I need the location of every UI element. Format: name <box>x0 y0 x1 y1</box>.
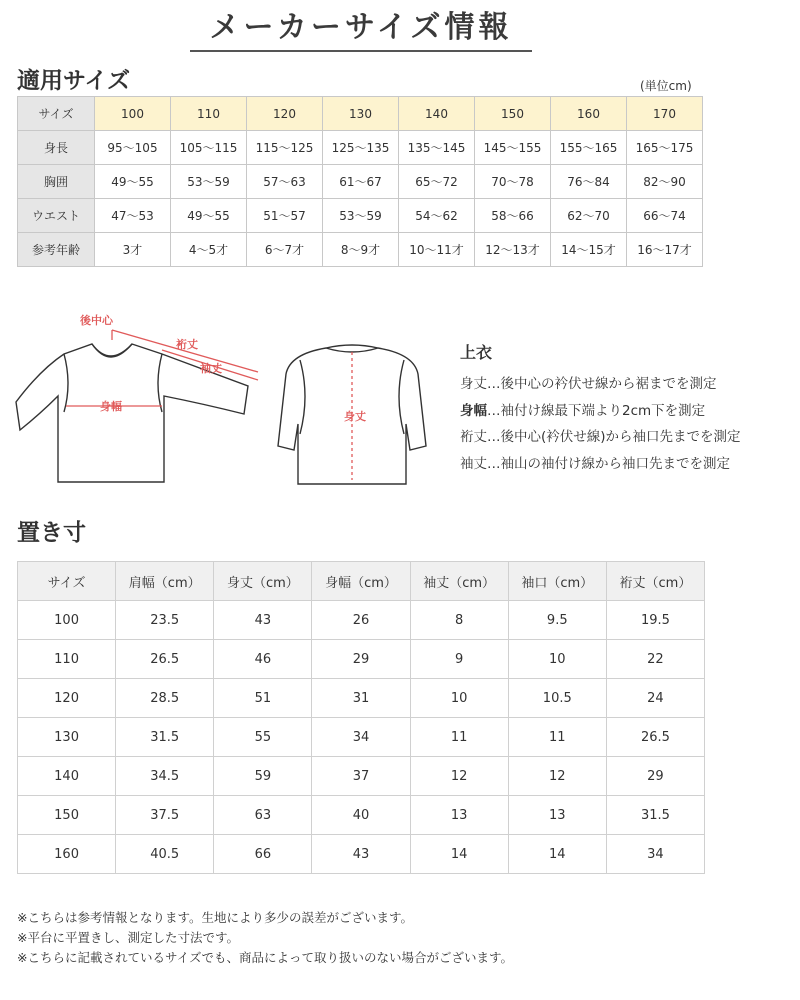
dims-cell: 9.5 <box>508 601 606 640</box>
dims-cell: 100 <box>18 601 116 640</box>
fit-size-col: 130 <box>323 97 399 131</box>
fit-size-cell: 105～115 <box>171 131 247 165</box>
fit-size-cell: 3才 <box>95 233 171 267</box>
dims-header-cell: 裄丈（cm） <box>606 562 704 601</box>
table-row <box>18 679 705 718</box>
dims-header-row <box>18 562 705 601</box>
measure-title: 上衣 <box>460 343 493 362</box>
dims-cell: 8 <box>410 601 508 640</box>
dims-cell: 10 <box>410 679 508 718</box>
page-title: メーカーサイズ情報 <box>190 6 532 52</box>
dims-cell: 12 <box>508 757 606 796</box>
dims-cell: 9 <box>410 640 508 679</box>
dims-cell: 19.5 <box>606 601 704 640</box>
fit-size-col: 140 <box>399 97 475 131</box>
dims-header-cell: サイズ <box>18 562 116 601</box>
fit-row-label: 胸囲 <box>18 165 95 199</box>
fit-corner-cell: サイズ <box>18 97 95 131</box>
measure-line: 裄丈…後中心(衿伏せ線)から袖口先までを測定 <box>460 429 741 445</box>
fit-size-cell: 145～155 <box>475 131 551 165</box>
measure-guide <box>460 340 741 477</box>
fit-size-cell: 76～84 <box>551 165 627 199</box>
dims-section-title: 置き寸 <box>17 520 86 546</box>
fit-size-cell: 8～9才 <box>323 233 399 267</box>
dims-cell: 14 <box>508 835 606 874</box>
dims-cell: 26 <box>312 601 410 640</box>
dims-cell: 37.5 <box>116 796 214 835</box>
label-body-length: 身丈 <box>344 410 366 423</box>
table-row <box>18 796 705 835</box>
dims-cell: 26.5 <box>606 718 704 757</box>
fit-size-cell: 70～78 <box>475 165 551 199</box>
dims-header-cell: 身丈（cm） <box>214 562 312 601</box>
table-row <box>18 640 705 679</box>
dims-header-cell: 袖丈（cm） <box>410 562 508 601</box>
garment-diagram <box>14 304 444 494</box>
label-sleeve: 袖丈 <box>200 362 222 375</box>
fit-size-row <box>18 165 703 199</box>
dims-cell: 31 <box>312 679 410 718</box>
dims-cell: 12 <box>410 757 508 796</box>
note-line: ※こちらに記載されているサイズでも、商品によって取り扱いのない場合がございます。 <box>17 950 513 965</box>
dims-cell: 51 <box>214 679 312 718</box>
fit-size-cell: 57～63 <box>247 165 323 199</box>
dims-cell: 120 <box>18 679 116 718</box>
dims-cell: 110 <box>18 640 116 679</box>
fit-size-cell: 49～55 <box>95 165 171 199</box>
fit-size-row <box>18 199 703 233</box>
fit-size-cell: 95～105 <box>95 131 171 165</box>
unit-note: (単位cm) <box>640 79 692 93</box>
fit-size-row <box>18 233 703 267</box>
fit-size-cell: 115～125 <box>247 131 323 165</box>
fit-size-header-row <box>18 97 703 131</box>
dims-cell: 37 <box>312 757 410 796</box>
dims-cell: 150 <box>18 796 116 835</box>
fit-section-title: 適用サイズ <box>17 68 131 94</box>
fit-size-cell: 47～53 <box>95 199 171 233</box>
dims-cell: 22 <box>606 640 704 679</box>
fit-size-col: 160 <box>551 97 627 131</box>
fit-size-cell: 66～74 <box>627 199 703 233</box>
dims-cell: 26.5 <box>116 640 214 679</box>
fit-size-cell: 61～67 <box>323 165 399 199</box>
measure-line: 身丈…後中心の衿伏せ線から裾までを測定 <box>460 376 717 392</box>
fit-row-label: 参考年齢 <box>18 233 95 267</box>
fit-size-row <box>18 131 703 165</box>
dims-cell: 66 <box>214 835 312 874</box>
dims-cell: 23.5 <box>116 601 214 640</box>
dims-cell: 40 <box>312 796 410 835</box>
fit-size-table <box>17 96 703 267</box>
fit-row-label: 身長 <box>18 131 95 165</box>
table-row <box>18 835 705 874</box>
dims-cell: 34 <box>312 718 410 757</box>
fit-size-cell: 16～17才 <box>627 233 703 267</box>
dims-cell: 46 <box>214 640 312 679</box>
label-body-width: 身幅 <box>100 400 122 413</box>
fit-size-cell: 54～62 <box>399 199 475 233</box>
label-yuki: 裄丈 <box>176 338 198 351</box>
fit-size-cell: 4～5才 <box>171 233 247 267</box>
dims-cell: 55 <box>214 718 312 757</box>
dims-cell: 34.5 <box>116 757 214 796</box>
fit-size-cell: 65～72 <box>399 165 475 199</box>
dims-cell: 11 <box>508 718 606 757</box>
fit-size-cell: 62～70 <box>551 199 627 233</box>
note-line: ※平台に平置きし、測定した寸法です。 <box>17 930 239 945</box>
dims-cell: 34 <box>606 835 704 874</box>
dims-cell: 130 <box>18 718 116 757</box>
dimensions-table <box>17 561 705 874</box>
fit-size-cell: 49～55 <box>171 199 247 233</box>
fit-row-label: ウエスト <box>18 199 95 233</box>
fit-size-cell: 165～175 <box>627 131 703 165</box>
dims-cell: 31.5 <box>606 796 704 835</box>
note-line: ※こちらは参考情報となります。生地により多少の誤差がございます。 <box>17 910 413 925</box>
dims-cell: 10.5 <box>508 679 606 718</box>
fit-size-cell: 53～59 <box>171 165 247 199</box>
table-row <box>18 757 705 796</box>
dims-cell: 29 <box>606 757 704 796</box>
fit-size-col: 150 <box>475 97 551 131</box>
table-row <box>18 718 705 757</box>
dims-cell: 24 <box>606 679 704 718</box>
dims-cell: 40.5 <box>116 835 214 874</box>
fit-size-col: 100 <box>95 97 171 131</box>
dims-cell: 13 <box>410 796 508 835</box>
notes <box>17 908 513 968</box>
dims-cell: 29 <box>312 640 410 679</box>
dims-header-cell: 肩幅（cm） <box>116 562 214 601</box>
dims-cell: 63 <box>214 796 312 835</box>
fit-size-col: 110 <box>171 97 247 131</box>
fit-size-cell: 6～7才 <box>247 233 323 267</box>
table-row <box>18 601 705 640</box>
dims-cell: 31.5 <box>116 718 214 757</box>
dims-cell: 14 <box>410 835 508 874</box>
fit-size-cell: 125～135 <box>323 131 399 165</box>
fit-size-cell: 12～13才 <box>475 233 551 267</box>
dims-cell: 43 <box>312 835 410 874</box>
dims-header-cell: 袖口（cm） <box>508 562 606 601</box>
dims-cell: 140 <box>18 757 116 796</box>
dims-cell: 13 <box>508 796 606 835</box>
dims-cell: 59 <box>214 757 312 796</box>
fit-size-col: 170 <box>627 97 703 131</box>
dims-header-cell: 身幅（cm） <box>312 562 410 601</box>
measure-line: 身幅…袖付け線最下端より2cm下を測定 <box>460 402 706 419</box>
fit-size-col: 120 <box>247 97 323 131</box>
fit-size-cell: 135～145 <box>399 131 475 165</box>
dims-cell: 43 <box>214 601 312 640</box>
fit-size-cell: 58～66 <box>475 199 551 233</box>
fit-size-cell: 155～165 <box>551 131 627 165</box>
fit-size-cell: 82～90 <box>627 165 703 199</box>
dims-cell: 10 <box>508 640 606 679</box>
dims-cell: 11 <box>410 718 508 757</box>
fit-size-cell: 10～11才 <box>399 233 475 267</box>
fit-size-cell: 51～57 <box>247 199 323 233</box>
dims-cell: 160 <box>18 835 116 874</box>
label-back-center: 後中心 <box>80 314 113 327</box>
dims-cell: 28.5 <box>116 679 214 718</box>
fit-size-cell: 53～59 <box>323 199 399 233</box>
fit-size-cell: 14～15才 <box>551 233 627 267</box>
measure-line: 袖丈…袖山の袖付け線から袖口先までを測定 <box>460 455 730 472</box>
